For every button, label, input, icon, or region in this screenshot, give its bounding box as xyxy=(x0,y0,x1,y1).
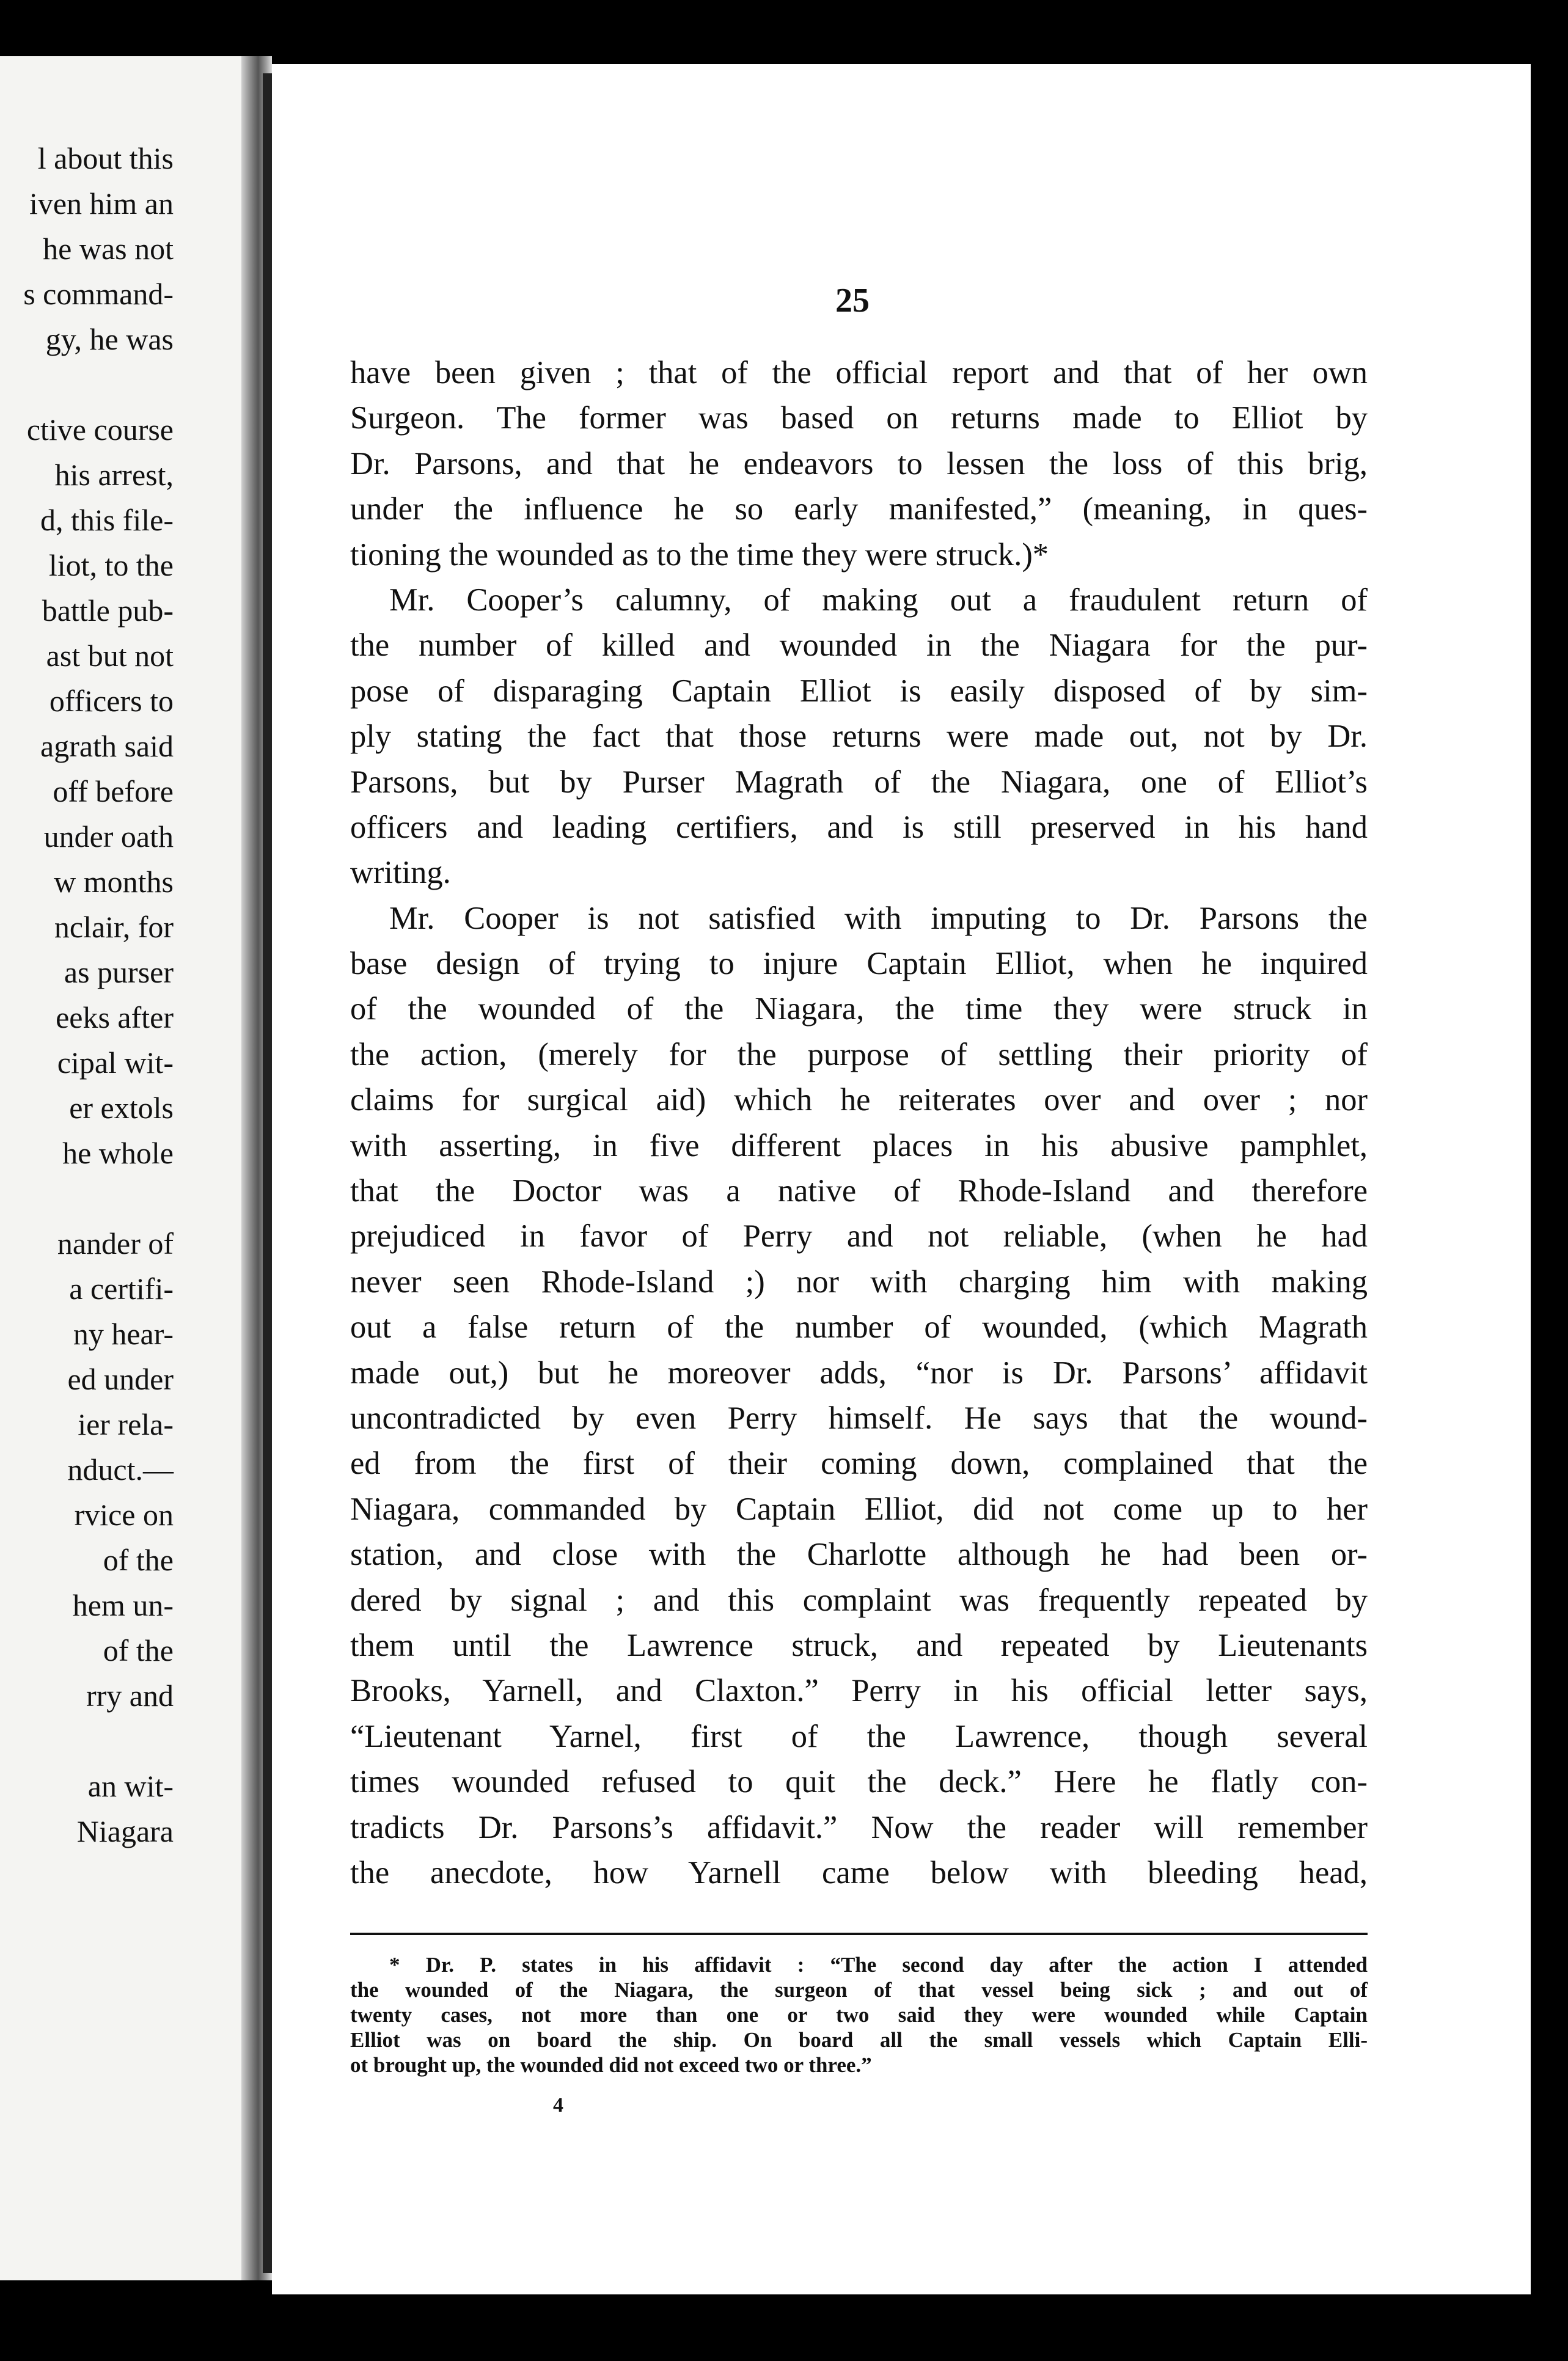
facing-page-line: rvice on xyxy=(74,1498,174,1532)
facing-page-line: under oath xyxy=(43,819,174,854)
body-line: tradicts Dr. Parsons’s affidavit.” Now the reader will remember xyxy=(350,1809,1368,1845)
signature-mark: 4 xyxy=(553,2094,563,2117)
facing-page-line: ast but not xyxy=(46,639,174,673)
facing-page-line: agrath said xyxy=(40,729,174,763)
body-line: “Lieutenant Yarnel, first of the Lawrence, though several xyxy=(350,1718,1368,1754)
body-line: base design of trying to injure Captain Elliot, when he inquired xyxy=(350,946,1368,982)
body-line: with asserting, in five different places in his abusive pamphlet, xyxy=(350,1127,1368,1163)
body-line: ed from the first of their coming down, complained that the xyxy=(350,1446,1368,1482)
body-line: officers and leading certifiers, and is still preserved in his hand xyxy=(350,809,1368,845)
body-line: of the wounded of the Niagara, the time they were struck in xyxy=(350,991,1368,1027)
facing-page-line: his arrest, xyxy=(47,458,174,492)
facing-page-line: liot, to the xyxy=(48,548,174,582)
page xyxy=(272,64,1531,2294)
facing-page-line: nclair, for xyxy=(54,910,174,944)
body-line: pose of disparaging Captain Elliot is easily disposed of by sim- xyxy=(350,673,1368,709)
facing-page-line: ed under xyxy=(67,1362,174,1396)
body-line: the number of killed and wounded in the Niagara for the pur- xyxy=(350,628,1368,664)
facing-page-line: as purser xyxy=(56,955,174,989)
scan-border xyxy=(0,37,1568,56)
footnote-line: twenty cases, not more than one or two said they were wounded while Captain xyxy=(350,2003,1368,2027)
facing-page-line: nduct.— xyxy=(67,1452,174,1487)
facing-page-line: off before xyxy=(45,774,174,808)
facing-page-line: he was not xyxy=(35,232,174,266)
body-line: the anecdote, how Yarnell came below with bleeding head, xyxy=(350,1854,1368,1891)
facing-page-line: Niagara xyxy=(76,1814,174,1848)
body-line: under the influence he so early manifested,” (meaning, in ques- xyxy=(350,491,1368,527)
facing-page-line: l about this xyxy=(37,141,174,175)
facing-page-line: officers to xyxy=(49,684,174,718)
body-line: them until the Lawrence struck, and repeated by Lieutenants xyxy=(350,1627,1368,1663)
facing-page-line xyxy=(23,1718,174,1763)
facing-page-line: ier rela- xyxy=(78,1407,174,1441)
facing-page-fragment xyxy=(0,56,251,2280)
facing-page-line xyxy=(23,1176,174,1221)
body-text xyxy=(350,350,1368,1895)
body-line: Brooks, Yarnell, and Claxton.” Perry in his official letter says, xyxy=(350,1673,1368,1709)
facing-page-line: of the xyxy=(95,1633,174,1667)
facing-page-line: he whole xyxy=(62,1136,174,1170)
facing-page-text xyxy=(23,136,174,1854)
facing-page-line: d, this file- xyxy=(40,503,174,537)
facing-page-line: battle pub- xyxy=(42,593,174,628)
facing-page-line xyxy=(23,362,174,407)
body-line: the action, (merely for the purpose of settling their priority of xyxy=(350,1036,1368,1072)
body-line: made out,) but he moreover adds, “nor is Dr. Parsons’ affidavit xyxy=(350,1355,1368,1391)
page-number: 25 xyxy=(835,282,870,320)
facing-page-line: of the xyxy=(95,1543,174,1577)
body-line: Parsons, but by Purser Magrath of the Niagara, one of Elliot’s xyxy=(350,764,1368,800)
body-line: times wounded refused to quit the deck.” Here he flatly con- xyxy=(350,1764,1368,1800)
body-line: tioning the wounded as to the time they were struck.)* xyxy=(350,536,1049,573)
body-line: station, and close with the Charlotte although he had been or- xyxy=(350,1537,1368,1573)
body-line: that the Doctor was a native of Rhode-Island and therefore xyxy=(350,1173,1368,1209)
body-line: have been given ; that of the official report and that of her own xyxy=(350,355,1368,390)
body-line: Mr. Cooper is not satisfied with imputing to Dr. Parsons the xyxy=(389,900,1368,936)
footnote-line: ot brought up, the wounded did not exceed two or three.” xyxy=(350,2053,872,2077)
facing-page-line: ctive course xyxy=(26,412,174,447)
facing-page-line: hem un- xyxy=(72,1588,174,1622)
facing-page-line: iven him an xyxy=(29,186,174,221)
body-line: Niagara, commanded by Captain Elliot, did not come up to her xyxy=(350,1491,1368,1527)
body-line: dered by signal ; and this complaint was frequently repeated by xyxy=(350,1582,1368,1618)
body-line: Surgeon. The former was based on returns made to Elliot by xyxy=(350,400,1368,436)
facing-page-line: ny hear- xyxy=(73,1317,174,1351)
body-line: ply stating the fact that those returns were made out, not by Dr. xyxy=(350,719,1368,755)
facing-page-line: rry and xyxy=(86,1678,174,1713)
body-line: never seen Rhode-Island ;) nor with charging him with making xyxy=(350,1264,1368,1300)
facing-page-line: w months xyxy=(54,865,174,899)
facing-page-line: eeks after xyxy=(56,1000,174,1034)
facing-page-line: nander of xyxy=(57,1226,174,1261)
body-line: prejudiced in favor of Perry and not reliable, (when he had xyxy=(350,1218,1368,1254)
facing-page-line: a certifi- xyxy=(69,1272,174,1306)
body-line: Dr. Parsons, and that he endeavors to lessen the loss of this brig, xyxy=(350,445,1368,481)
facing-page-line: gy, he was xyxy=(45,322,174,356)
footnote-line: Elliot was on board the ship. On board all the small vessels which Captain Elli- xyxy=(350,2028,1368,2052)
footnote-rule xyxy=(350,1933,1368,1935)
facing-page-line: cipal wit- xyxy=(57,1045,174,1080)
footnote-line: the wounded of the Niagara, the surgeon of that vessel being sick ; and out of xyxy=(350,1978,1368,2002)
footnote xyxy=(350,1952,1368,2077)
facing-page-line: er extols xyxy=(69,1091,174,1125)
body-line: out a false return of the number of wounded, (which Magrath xyxy=(350,1309,1368,1345)
facing-page-line: s command- xyxy=(23,277,174,311)
footnote-line: * Dr. P. states in his affidavit : “The second day after the action I attended xyxy=(389,1953,1368,1977)
body-line: Mr. Cooper’s calumny, of making out a fraudulent return of xyxy=(389,582,1368,618)
body-line: claims for surgical aid) which he reiterates over and over ; nor xyxy=(350,1082,1368,1118)
body-line: writing. xyxy=(350,855,451,891)
body-line: uncontradicted by even Perry himself. He says that the wound- xyxy=(350,1400,1368,1436)
facing-page-line: an wit- xyxy=(87,1769,174,1803)
